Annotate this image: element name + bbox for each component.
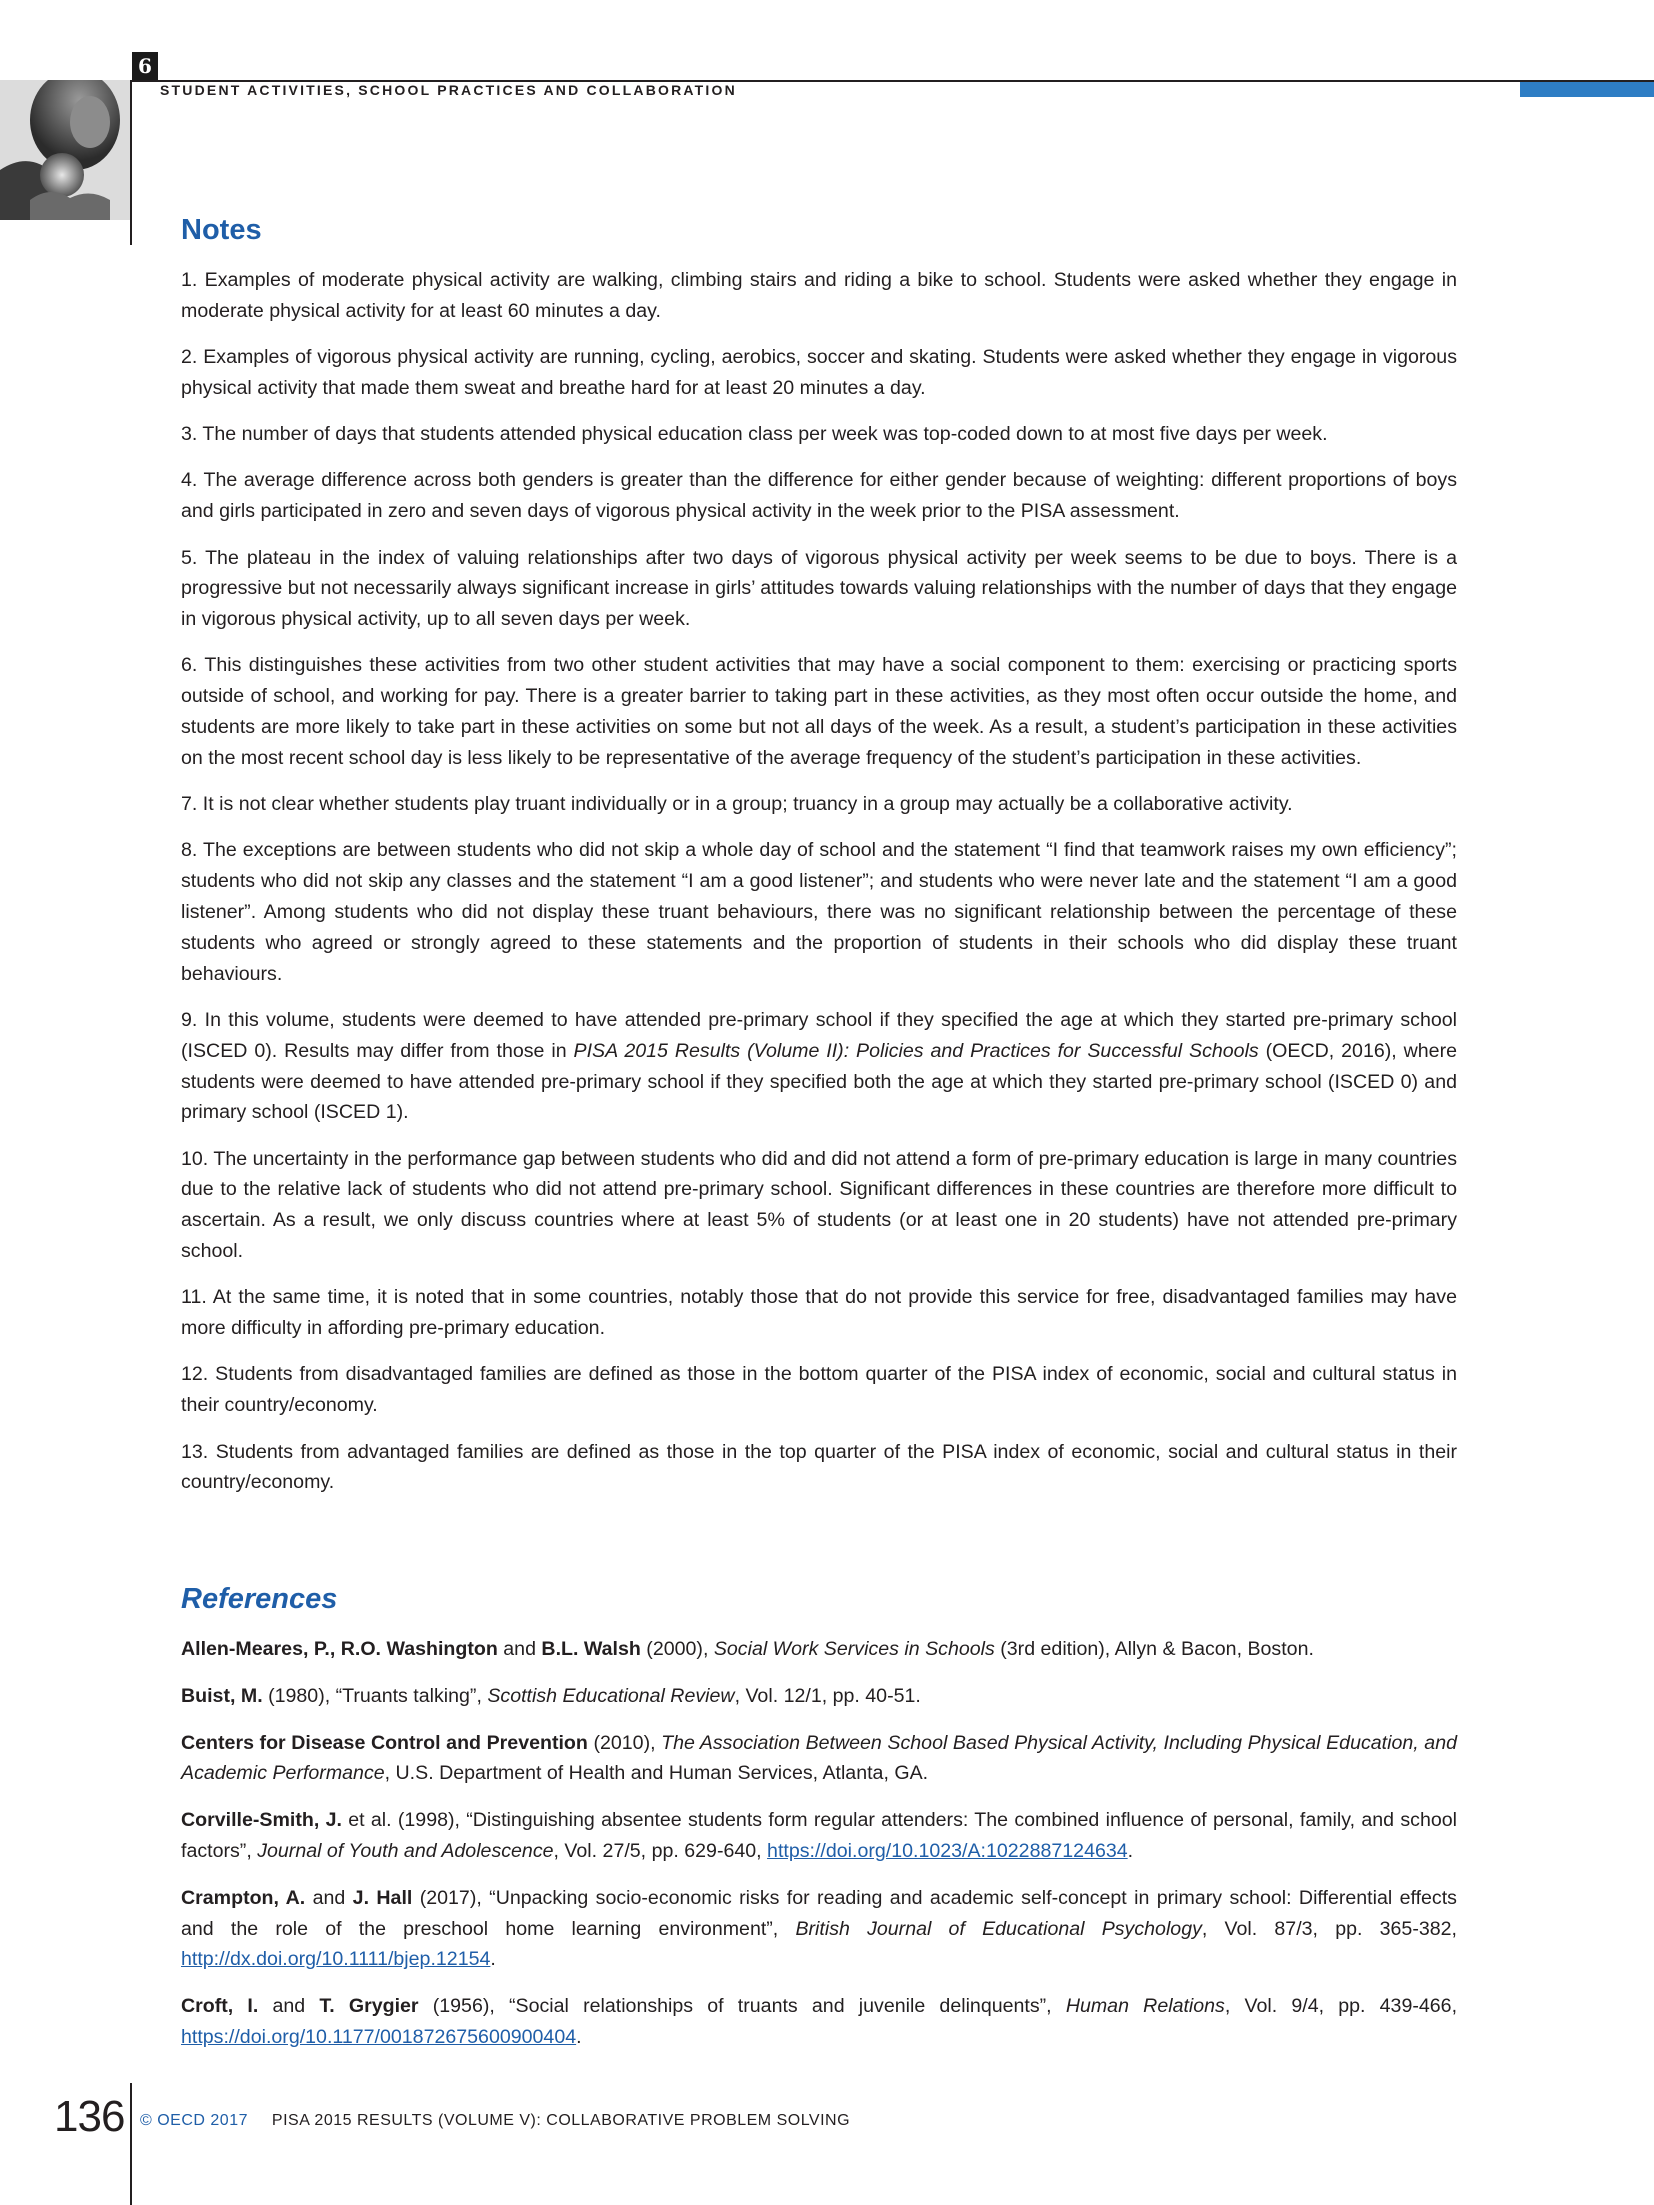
note-4: 4. The average difference across both genders is greater than the difference for either gender because of weighting: different proportions of boys and girls participated in zero and seven days of vigorous physical activity in the week prior to the PISA assessment. (181, 469, 1457, 523)
note-9: 9. In this volume, students were deemed to have attended pre-primary school if they specified the age at which they started pre-primary school (ISCED 0). Results may differ from those in PISA 2015 Results (Volume II): Policies and Practices for Successful Schools (OECD, 2016), where students were deemed to have attended pre-primary school if they specified both the age at which they started pre-primary school (ISCED 0) and primary school (ISCED 1). (181, 1008, 1457, 1124)
page-number: 136 (54, 2092, 125, 2141)
note-3: 3. The number of days that students attended physical education class per week was top-coded down to at most five days per week. (181, 423, 1328, 446)
notes-heading: Notes (181, 214, 262, 246)
note-2: 2. Examples of vigorous physical activity are running, cycling, aerobics, soccer and skating. Students were asked whether they engage in vigorous physical activity that made them sweat and breathe hard for at least 20 minutes a day. (181, 346, 1457, 399)
references-list (181, 1634, 1457, 2069)
note-10: 10. The uncertainty in the performance gap between students who did and did not attend a form of pre-primary education is large in many countries due to the relative lack of students who did not attend pre-primary school. Significant differences in these countries are therefore more difficult to ascertain. As a result, we only discuss countries where at least 5% of students (or at least one in 20 students) have not attended pre-primary school. (181, 1147, 1457, 1263)
copyright: © OECD 2017 (140, 2112, 248, 2129)
notes-list (181, 265, 1457, 1514)
reference-entry: Crampton, A. and J. Hall (2017), “Unpacking socio-economic risks for reading and academic self-concept in primary school: Differential effects and the role of the preschool home learning environment”, British Journal of Educational Psychology, Vol. 87/3, pp. 365-382, http://dx.doi.org/10.1111/bjep.12154. (181, 1886, 1457, 1971)
margin-rule-top (130, 80, 132, 245)
note-11: 11. At the same time, it is noted that in some countries, notably those that do not provide this service for free, disadvantaged families may have more difficulty in affording pre-primary education. (181, 1286, 1457, 1340)
note-6: 6. This distinguishes these activities from two other student activities that may have a social component to them: exercising or practicing sports outside of school, and working for pay. There is a greater barrier to taking part in these activities, as they most often occur outside the home, and students are more likely to take part in these activities on some but not all days of the week. As a result, a student’s participation in these activities on the most recent school day is less likely to be representative of the average frequency of the student’s participation in these activities. (181, 654, 1457, 769)
margin-rule-bottom (130, 2083, 132, 2205)
chapter-photo (0, 80, 130, 220)
note-9-title: PISA 2015 Results (Volume II): Policies and Practices for Successful Schools (573, 1039, 1259, 1062)
doi-link[interactable]: http://dx.doi.org/10.1111/bjep.12154 (181, 1948, 491, 1971)
reference-entry: Buist, M. (1980), “Truants talking”, Scottish Educational Review, Vol. 12/1, pp. 40-51. (181, 1684, 921, 1707)
doi-link[interactable]: https://doi.org/10.1023/A:1022887124634 (767, 1839, 1128, 1862)
reference-entry: Centers for Disease Control and Prevention (2010), The Association Between School Based Physical Activity, Including Physical Education, and Academic Performance, U.S. Department of Health and Human Services, Atlanta, GA. (181, 1731, 1457, 1785)
header-accent-bar (1520, 82, 1654, 97)
footer (140, 2112, 850, 2130)
reference-entry: Croft, I. and T. Grygier (1956), “Social relationships of truants and juvenile delinquents”, Human Relations, Vol. 9/4, pp. 439-466, https://doi.org/10.1177/001872675600900404. (181, 1995, 1458, 2048)
publication-title: PISA 2015 RESULTS (VOLUME V): COLLABORATIVE PROBLEM SOLVING (271, 2112, 851, 2129)
reference-entry: Corville-Smith, J. et al. (1998), “Distinguishing absentee students form regular attenders: The combined influence of personal, family, and school factors”, Journal of Youth and Adolescence, Vol. 27/5, pp. 629-640, https://doi.org/10.1023/A:1022887124634. (181, 1809, 1457, 1862)
note-5: 5. The plateau in the index of valuing relationships after two days of vigorous physical activity per week seems to be due to boys. There is a progressive but not necessarily always significant increase in girls’ attitudes towards valuing relationships with the number of days that they engage in vigorous physical activity, up to all seven days per week. (181, 546, 1457, 631)
chapter-number: 6 (132, 52, 158, 80)
note-8: 8. The exceptions are between students who did not skip a whole day of school and the statement “I find that teamwork raises my own efficiency”; students who did not skip any classes and the statement “I am a good listener”; and students who were never late and the statement “I am a good listener”. Among students who did not display these truant behaviours, there was no significant relationship between the percentage of these students who agreed or strongly agreed to these statements and the proportion of students in their schools who did display these truant behaviours. (181, 839, 1457, 985)
doi-link[interactable]: https://doi.org/10.1177/001872675600900404 (181, 2025, 577, 2048)
note-7: 7. It is not clear whether students play truant individually or in a group; truancy in a group may actually be a collaborative activity. (181, 793, 1293, 816)
note-13: 13. Students from advantaged families are defined as those in the top quarter of the PISA index of economic, social and cultural status in their country/economy. (181, 1440, 1457, 1494)
references-heading: References (181, 1583, 338, 1615)
note-1: 1. Examples of moderate physical activity are walking, climbing stairs and riding a bike to school. Students were asked whether they engage in moderate physical activity for at least 60 minutes a day. (181, 269, 1457, 322)
note-12: 12. Students from disadvantaged families are defined as those in the bottom quarter of the PISA index of economic, social and cultural status in their country/economy. (181, 1363, 1457, 1417)
running-title: STUDENT ACTIVITIES, SCHOOL PRACTICES AND COLLABORATION (160, 82, 737, 98)
reference-entry: Allen-Meares, P., R.O. Washington and B.L. Walsh (2000), Social Work Services in Schools (3rd edition), Allyn & Bacon, Boston. (181, 1638, 1314, 1660)
